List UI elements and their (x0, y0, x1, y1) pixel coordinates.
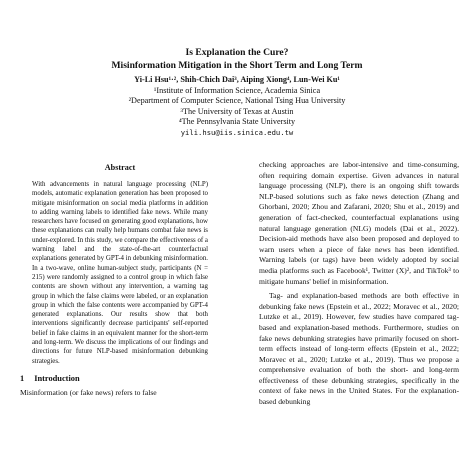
title-line-2: Misinformation Mitigation in the Short Term and Long Term (111, 60, 363, 71)
abstract-text: With advancements in natural language processing (NLP) models, automatic explanation generation has been proposed to mitigate misinformation on social media platforms in addition to adding warning labels to identified fake news. While many researchers have focused on generating good explanations, how these explanations can really help humans combat fake news is under-explored. In this study, we compare the effectiveness of a warning label and the state-of-the-art counterfactual explanations generated by GPT-4 in debunking misinformation. In a two-wave, online human-subject study, participants (N = 215) were randomly assigned to a control group in which false contents are shown without any intervention, a warning tag group in which the false claims were labeled, or an explanation group in which the false contents were accompanied by GPT-4 generated explanations. Our results show that both interventions significantly decrease participants' self-reported belief in fake claims in an equivalent manner for the short-term and long-term. We discuss the implications of our findings and directions for future NLP-based misinformation debunking strategies. (32, 181, 208, 365)
abstract-heading: Abstract (104, 163, 136, 172)
body-paragraph-1: checking approaches are labor-intensive and time-consuming, often requiring domain expertise. Given advances in natural language processing (NLP), there is an ongoing shift towards NLP-based solutions such as fake news detection (Zhang and Ghorbani, 2020; Zhou and Zafarani, 2020; Shu et al., 2019) and generation of fact-checked, counterfactual explanations using natural language generation (NLG) models (Dai et al., 2022). Decision-aid methods have also been proposed and deployed to warn users when a piece of fake news has been identified. Warning labels (or tags) have been widely adopted by social media platforms such as Facebook¹, Twitter (X)², and TikTok³ to mitigate humans' belief in misinformation. (259, 160, 459, 286)
affiliation-1: ¹Institute of Information Science, Academia Sinica (153, 85, 321, 95)
affiliation-2: ²Department of Computer Science, National Tsing Hua University (128, 96, 346, 106)
author-block (0, 75, 474, 139)
introduction-text: Misinformation (or fake news) refers to false (20, 387, 157, 397)
paper-title (0, 46, 474, 72)
contact-email: yili.hsu@iis.sinica.edu.tw (180, 127, 294, 137)
body-paragraph-2: Tag- and explanation-based methods are both effective in debunking fake news (Epstein et al., 2022; Moravec et al., 2020; Lutzke et al., 2019). However, few studies have compared tag-based and explanation-based methods. Furthermore, studies on fake news debunking strategies have primarily focused on short-term effects instead of long-term effects (Epstein et al., 2022; Moravec et al., 2020; Lutzke et al., 2019). Thus we propose a comprehensive evaluation of both the short- and long-term effectiveness of these debunking strategies, specifically in the context of fake news in the United States. For the explanation-based debunking (259, 291, 459, 407)
introduction-heading (20, 374, 220, 385)
section-title: Introduction (34, 373, 80, 383)
affiliation-4: ⁴The Pennsylvania State University (178, 117, 296, 127)
title-line-1: Is Explanation the Cure? (185, 47, 289, 58)
author-names: Yi-Li Hsu¹·², Shih-Chich Dai³, Aiping Xiong⁴, Lun-Wei Ku¹ (134, 75, 340, 84)
section-number: 1 (20, 373, 25, 383)
affiliation-3: ³The University of Texas at Austin (180, 106, 294, 116)
left-column (20, 162, 220, 402)
right-column (259, 160, 459, 412)
